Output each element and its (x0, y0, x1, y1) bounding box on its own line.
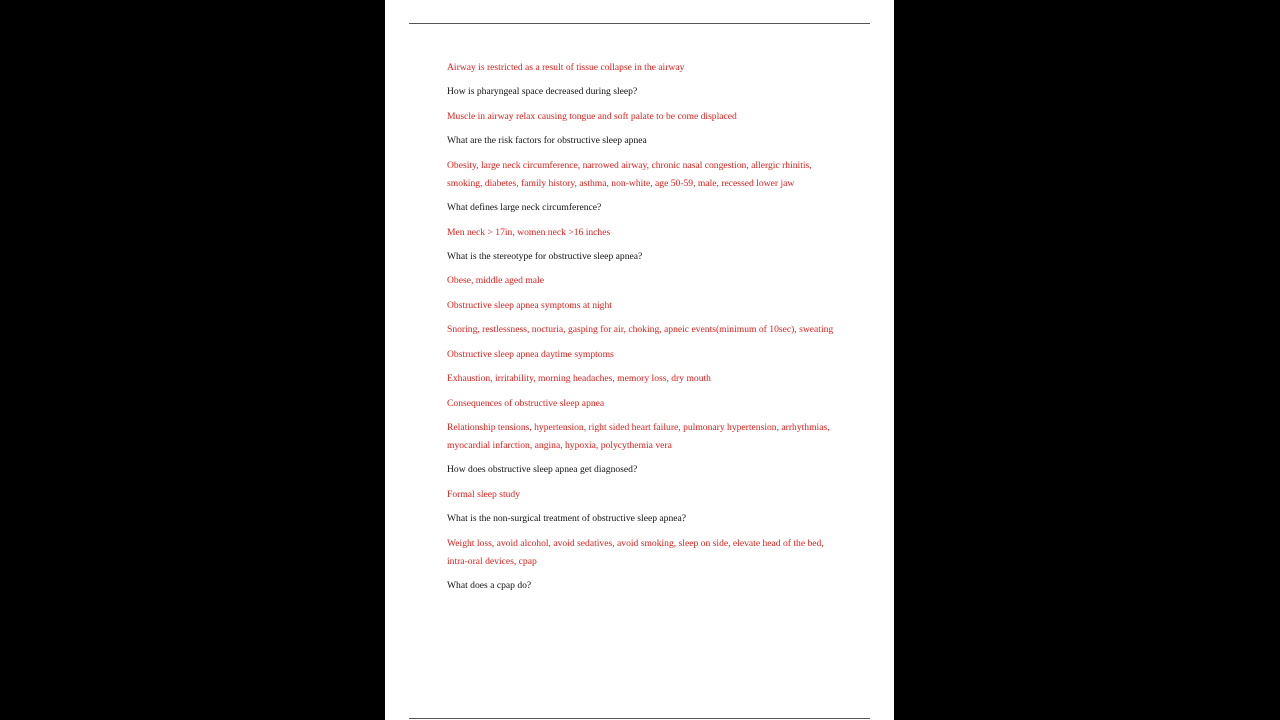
document-line: What are the risk factors for obstructive sleep apnea (447, 135, 647, 147)
document-content (447, 59, 842, 601)
document-line: What defines large neck circumference? (447, 202, 602, 214)
document-line: Snoring, restlessness, nocturia, gasping for air, choking, apneic events(minimum of 10sec), sweating (447, 324, 834, 336)
document-line: Airway is restricted as a result of tissue collapse in the airway (447, 62, 685, 73)
document-line: What is the non-surgical treatment of obstructive sleep apnea? (447, 513, 687, 525)
document-line: Exhaustion, irritability, morning headaches, memory loss, dry mouth (447, 373, 711, 385)
document-line: Obese, middle aged male (447, 275, 544, 287)
document-line: Men neck > 17in, women neck >16 inches (447, 226, 611, 238)
document-line: Consequences of obstructive sleep apnea (447, 397, 605, 409)
document-line: What is the stereotype for obstructive sleep apnea? (447, 250, 643, 262)
document-page (385, 0, 894, 720)
document-line: How does obstructive sleep apnea get diagnosed? (447, 464, 638, 476)
document-line: Obesity, large neck circumference, narrowed airway, chronic nasal congestion, allergic rhinitis, smoking, diabetes, family history, asthma, non-white, age 50-59, male, recessed lower jaw (447, 159, 812, 189)
document-line: Formal sleep study (447, 488, 521, 500)
document-line: Muscle in airway relax causing tongue and soft palate to be come displaced (447, 110, 737, 122)
document-line: Obstructive sleep apnea symptoms at night (447, 299, 612, 311)
document-line: Relationship tensions, hypertension, right sided heart failure, pulmonary hypertension, arrhythmias, myocardial infarction, angina, hypoxia, polycythemia vera (447, 422, 830, 451)
document-line: How is pharyngeal space decreased during sleep? (447, 86, 638, 98)
document-line: What does a cpap do? (447, 579, 532, 591)
document-line: Weight loss, avoid alcohol, avoid sedatives, avoid smoking, sleep on side, elevate head of the bed, intra-oral devices, cpap (447, 537, 824, 567)
footer-rule (409, 718, 870, 719)
document-line: Obstructive sleep apnea daytime symptoms (447, 348, 614, 360)
header-rule (409, 23, 870, 24)
